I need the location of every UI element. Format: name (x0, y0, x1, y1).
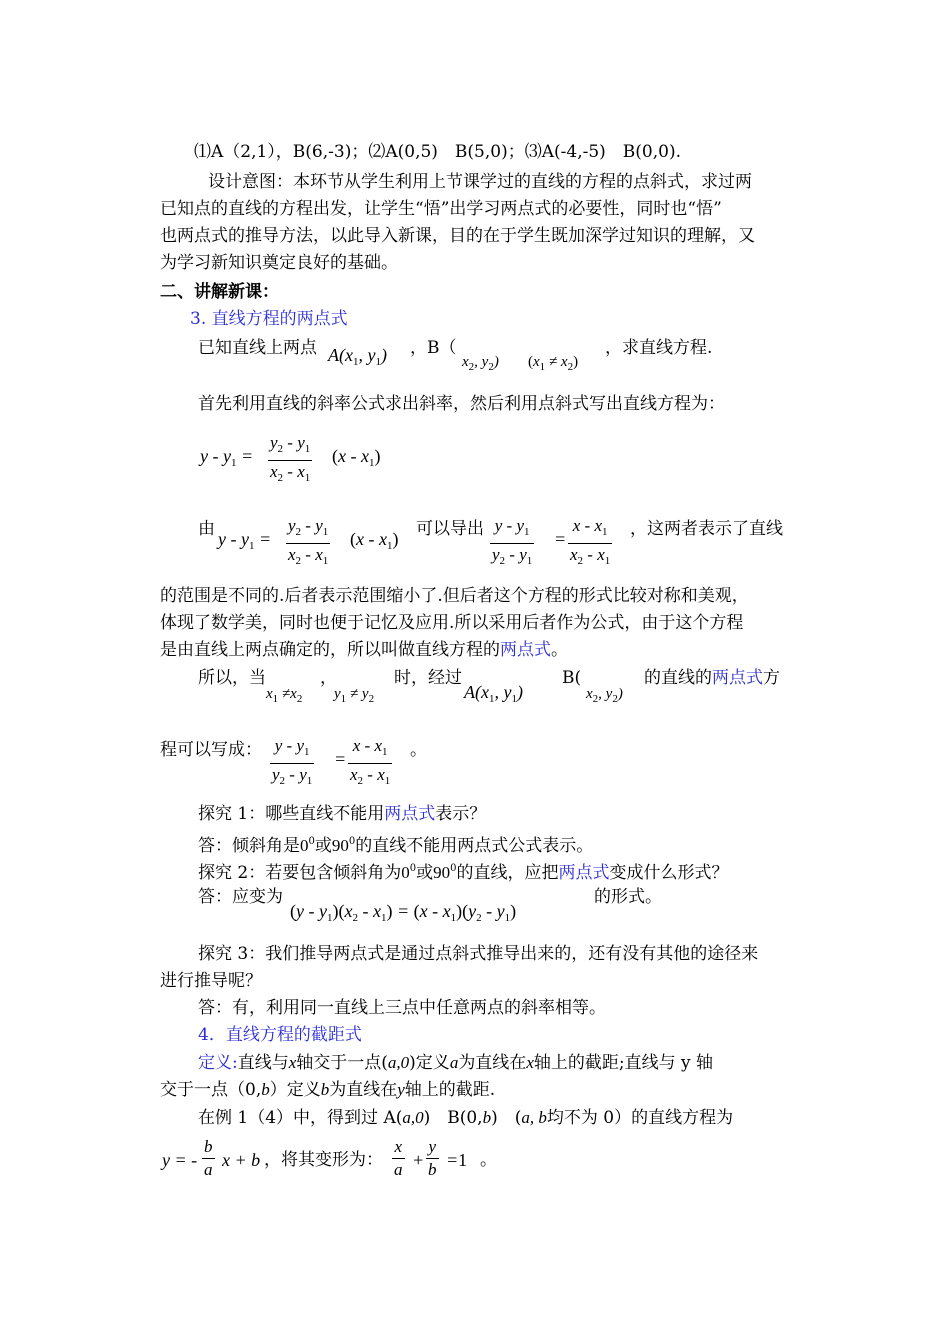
var: a,0 (387, 1053, 410, 1072)
text: 或 (314, 836, 332, 856)
derive-suffix (630, 517, 783, 541)
explore-3-question-1 (198, 942, 758, 966)
x-not-equal-condition: $(x_1 \ne x_2)$ (528, 354, 579, 373)
var: b (261, 1080, 270, 1099)
var: a (449, 1053, 459, 1072)
text: 的范围是不同的.后者表示范围缩小了.但后者这个方程的形式比较对称和美观， (160, 586, 749, 606)
highlight-two-point: 两点式 (558, 863, 610, 883)
text: 或 (416, 863, 434, 883)
text: 已知直线上两点 (198, 338, 317, 358)
var: y (397, 1080, 405, 1099)
explore-3-question-2 (160, 969, 262, 993)
slope-fraction-2: $\frac{y_2 - y_1}{x_2 - x_1}$ (288, 516, 329, 567)
product-form-formula: $(y - y_1)(x_2 - x_1) = (x - x_1)(y_2 - y_1)$ (290, 901, 517, 924)
two-point-fraction-left: $\frac{y - y_1}{y_2 - y_1}$ (492, 516, 533, 567)
slope-explanation-line (198, 392, 725, 416)
text: 时，经过 (394, 668, 462, 688)
text: 是由直线上两点确定的，所以叫做直线方程的 (160, 640, 500, 660)
text: 为直线在 (458, 1053, 527, 1073)
highlight-two-point: 两点式 (712, 668, 763, 688)
one: 1 (458, 1150, 468, 1170)
definition-label: 定义: (198, 1053, 238, 1073)
x-condition: $x_1 \ne x_2$ (266, 686, 303, 705)
equals-sign-2: = (334, 749, 347, 769)
text: 所以，当 (198, 668, 266, 688)
derive-middle (416, 517, 484, 541)
subsection-heading-two-point (190, 307, 348, 331)
text: 答：倾斜角是 (198, 836, 300, 856)
text: ) ( (491, 1108, 522, 1128)
y-condition: $y_1 \ne y_2$ (334, 686, 375, 705)
point-a-formula-2: $A(x_1$, $y_1$) (464, 682, 523, 705)
formula-lhs-2: y - $y_1$ = (218, 529, 272, 552)
angle-value: 90 (331, 836, 349, 855)
text: 4．直线方程的截距式 (198, 1025, 362, 1045)
point-b-formula: $x_2$, $y_2$) (462, 354, 499, 373)
text: 变成什么形式？ (609, 863, 729, 883)
text: B( (562, 668, 582, 688)
plus-sign: + (412, 1150, 425, 1170)
angle-value: 90 (433, 863, 451, 882)
text: 的形式。 (594, 887, 662, 907)
text: )定义 (409, 1053, 450, 1073)
text: 首先利用直线的斜率公式求出斜率，然后利用点斜式写出直线方程为： (198, 394, 725, 414)
text: 交于一点（0, (160, 1080, 262, 1100)
explore-2-question: 探究 2：若要包含倾斜角为$0^0$或$90^0$的直线，应把两点式变成什么形式？ (198, 863, 729, 883)
text: 可以导出 (416, 519, 484, 539)
text: 。 (410, 740, 427, 760)
text: ）定义 (269, 1080, 321, 1100)
text: 的直线的 (644, 668, 712, 688)
design-intent-line-4 (160, 251, 398, 275)
explore-1-answer: 答：倾斜角是$0^0$或$90^0$的直线不能用两点式公式表示。 (198, 836, 594, 856)
numerator: x (392, 1136, 405, 1159)
text: 的直线，应把 (456, 863, 559, 883)
explore-2-answer-prefix (198, 885, 283, 909)
highlight-two-point: 两点式 (384, 804, 436, 824)
numerator: b (202, 1136, 215, 1159)
text: 轴上的截距;直线与 y 轴 (533, 1053, 713, 1073)
two-point-fraction-right: $\frac{x - x_1}{x_2 - x_1}$ (570, 516, 611, 567)
denominator: a (204, 1160, 213, 1179)
two-point-formula-left: $\frac{y - y_1}{y_2 - y_1}$ (272, 736, 313, 787)
text: 也两点式的推导方法，以此导入新课，目的在于学生既加深学过知识的理解，又 (160, 226, 755, 246)
text: 。 (551, 640, 568, 660)
text: 方 (763, 668, 780, 688)
text: ，将其变形为： (264, 1150, 383, 1170)
text: 的直线不能用两点式公式表示。 (355, 836, 594, 856)
var: a, b (521, 1108, 547, 1127)
text: 二、讲解新课： (160, 282, 279, 302)
text: 均不为 0）的直线方程为 (546, 1108, 734, 1128)
text: 在例 1（4）中，得到过 A( (198, 1108, 403, 1128)
subsection-heading-intercept (198, 1023, 362, 1047)
definition-line-2 (160, 1078, 495, 1102)
explore-2-answer-suffix (594, 885, 662, 909)
equals-one: =1 (446, 1150, 468, 1170)
given-points-b (410, 336, 457, 360)
text: 程可以写成： (160, 740, 262, 760)
range-line-1 (160, 584, 749, 608)
condition-through (394, 666, 462, 690)
text: 探究 2：若要包含倾斜角为 (198, 863, 402, 883)
condition-b (562, 666, 581, 690)
text: 设计意图：本环节从学生利用上节课学过的直线的方程的点斜式，求过两 (208, 172, 752, 192)
text: 直线与 (237, 1053, 289, 1073)
var: a,0 (402, 1108, 424, 1127)
text: 体现了数学美，同时也便于记忆及应用.所以采用后者作为公式，由于这个方程 (160, 613, 744, 633)
denominator: a (394, 1160, 403, 1179)
range-line-2 (160, 611, 743, 635)
text: 轴交于一点( (296, 1053, 388, 1073)
example-line-1 (198, 1106, 733, 1130)
two-point-formula-right: $\frac{x - x_1}{x_2 - x_1}$ (350, 736, 391, 787)
text: ，这两者表示了直线 (630, 519, 783, 539)
condition-suffix (644, 666, 780, 690)
text: 已知点的直线的方程出发，让学生“悟”出学习两点式的必要性，同时也“悟” (160, 199, 722, 219)
text: ，求直线方程. (605, 338, 713, 358)
equals-sign: = (554, 529, 567, 549)
text: 3. 直线方程的两点式 (190, 309, 348, 329)
definition-line-1 (198, 1051, 713, 1075)
can-write-suffix (410, 738, 427, 762)
condition-prefix (198, 666, 266, 690)
point-a-formula: $A(x_1$, $y_1$) (328, 345, 387, 368)
formula-lhs-1: y - $y_1$ = (200, 446, 254, 469)
given-points-suffix (605, 336, 712, 360)
text: 为直线在 (329, 1080, 398, 1100)
text: ) B(0, (423, 1108, 483, 1128)
intercept-lhs: y = - (162, 1150, 198, 1170)
var: x (526, 1053, 534, 1072)
derive-prefix (198, 517, 215, 541)
intercept-rhs: x + b (222, 1150, 261, 1170)
transform-suffix (480, 1148, 497, 1172)
angle-value: 0 (300, 836, 309, 855)
point-b-formula-2: $x_2$, $y_2$) (586, 686, 623, 705)
design-intent-line-2 (160, 197, 722, 221)
design-intent-line-3 (160, 224, 755, 248)
slope-fraction-1: $\frac{y_2 - y_1}{x_2 - x_1}$ (270, 433, 311, 484)
numerator: y (426, 1136, 439, 1159)
example-points-text: ⑴A（2,1），B(6,-3)；⑵A(0,5) B(5,0)；⑶A(-4,-5) B(0,0). (194, 142, 681, 162)
var: b (482, 1108, 492, 1127)
x-over-a-fraction (392, 1136, 405, 1181)
design-intent-line-1 (208, 170, 752, 194)
text: 。 (480, 1150, 497, 1170)
text: 答：有，利用同一直线上三点中任意两点的斜率相等。 (198, 998, 606, 1018)
text: ，B（ (410, 338, 457, 358)
highlight-two-point: 两点式 (500, 640, 551, 660)
example-points-line (194, 140, 681, 164)
text: 由 (198, 519, 215, 539)
explore-1-question (198, 802, 486, 826)
explore-3-answer (198, 996, 606, 1020)
text: 轴上的截距. (404, 1080, 496, 1100)
text: 探究 3：我们推导两点式是通过点斜式推导出来的，还有没有其他的途径来 (198, 944, 759, 964)
var: x (288, 1053, 297, 1072)
formula-rhs-2: $(x - x_1)$ (350, 529, 399, 552)
angle-value: 0 (401, 863, 410, 882)
y-over-b-fraction (426, 1136, 439, 1181)
can-write-prefix (160, 738, 262, 762)
section-heading-2 (160, 280, 279, 304)
transform-text (264, 1148, 383, 1172)
denominator: b (428, 1160, 437, 1179)
text: ， (320, 668, 337, 688)
slope-b-over-a (202, 1136, 215, 1181)
var: b (320, 1080, 330, 1099)
formula-rhs-1: $(x - x_1)$ (332, 446, 381, 469)
text: 为学习新知识奠定良好的基础。 (160, 253, 398, 273)
text: 进行推导呢？ (160, 971, 262, 991)
text: 表示？ (435, 804, 487, 824)
given-points-prefix (198, 336, 317, 360)
text: 答：应变为 (198, 887, 283, 907)
text: 探究 1：哪些直线不能用 (198, 804, 385, 824)
range-line-3 (160, 638, 568, 662)
